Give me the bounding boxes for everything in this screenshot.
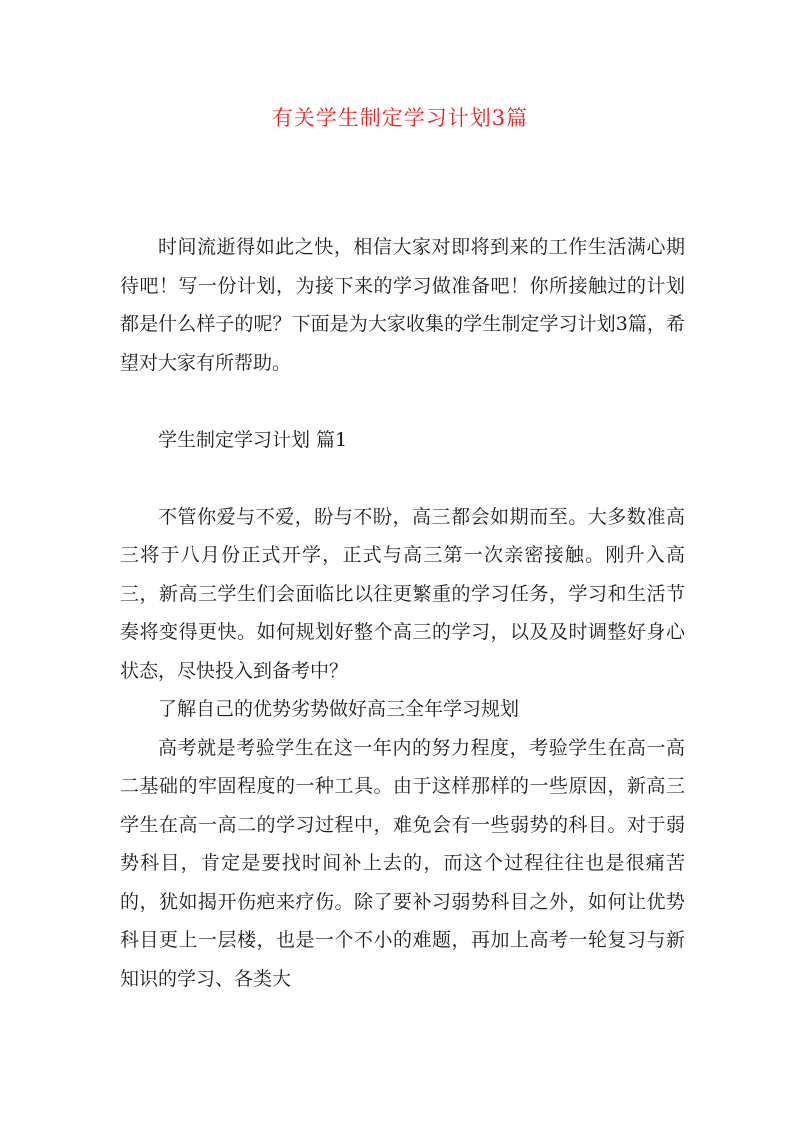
body-paragraph-1: 不管你爱与不爱，盼与不盼，高三都会如期而至。大多数准高三将于八月份正式开学，正式与高三第一次亲密接触。刚升入高三，新高三学生们会面临比以往更繁重的学习任务，学习和生活节奏将变得更快。如何规划好整个高三的学习，以及及时调整好身心状态，尽快投入到备考中？ xyxy=(120,505,685,682)
intro-paragraph: 时间流逝得如此之快，相信大家对即将到来的工作生活满心期待吧！写一份计划，为接下来的学习做准备吧！你所接触过的计划都是什么样子的呢？下面是为大家收集的学生制定学习计划3篇，希望对大家有所帮助。 xyxy=(120,236,685,374)
section-heading: 学生制定学习计划 篇1 xyxy=(158,428,348,451)
subheading: 了解自己的优势劣势做好高三全年学习规划 xyxy=(158,698,520,720)
paragraph-gap xyxy=(120,382,685,421)
paragraph-gap xyxy=(120,459,685,498)
document-body xyxy=(120,228,685,998)
document-title: 有关学生制定学习计划3篇 xyxy=(271,106,529,130)
body-paragraph-2: 高考就是考验学生在这一年内的努力程度，考验学生在高一高二基础的牢固程度的一种工具。由于这样那样的一些原因，新高三学生在高一高二的学习过程中，难免会有一些弱势的科目。对于弱势科目，肯定是要找时间补上去的，而这个过程往往也是很痛苦的，犹如揭开伤疤来疗伤。除了要补习弱势科目之外，如何让优势科目更上一层楼，也是一个不小的难题，再加上高考一轮复习与新知识的学习、各类大 xyxy=(120,736,685,990)
